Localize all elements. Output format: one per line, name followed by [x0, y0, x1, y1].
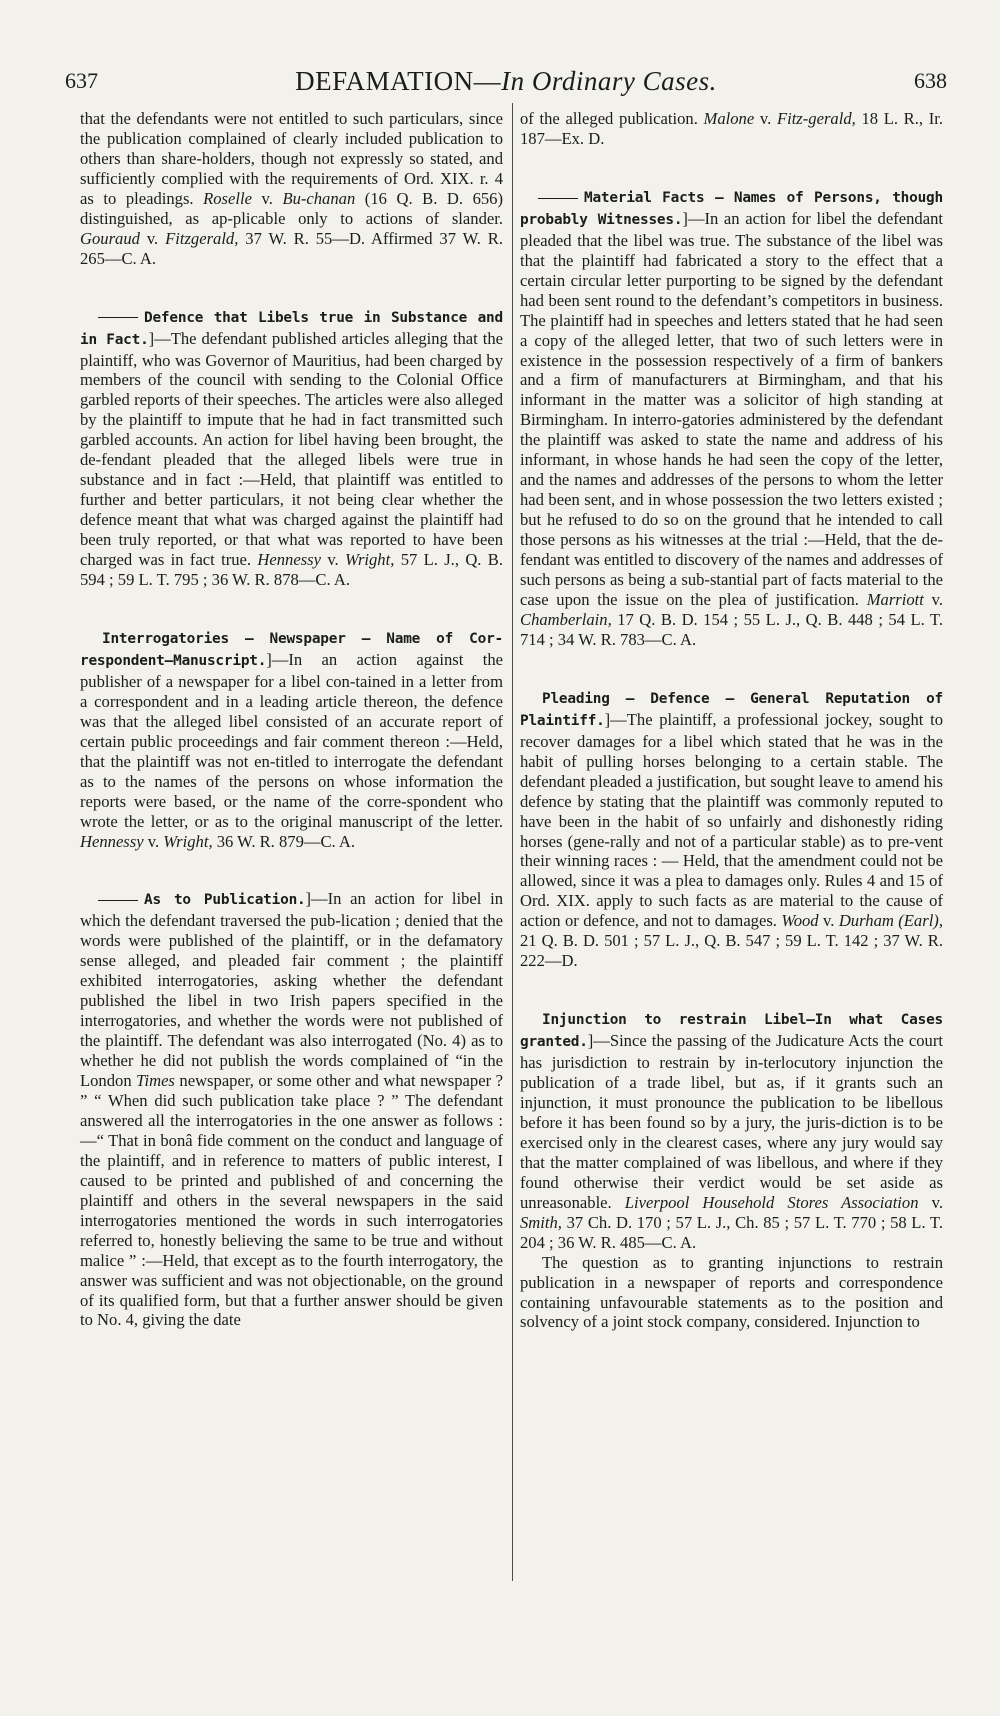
case-name: Durham (Earl), [838, 911, 943, 931]
running-title-italic: In Ordinary Cases. [501, 66, 717, 96]
case-name: Wood [781, 911, 819, 931]
newspaper-name: Times [136, 1071, 175, 1091]
entry-dash [98, 900, 138, 901]
case-name: Malone [703, 109, 755, 128]
paragraph-injunction-question: The question as to granting injunctions to restrain publication in a newspaper of reports and correspondence containing unfavourable statements as to the position and solvency of a joint stock company, considered. Injunction to [520, 1252, 943, 1332]
case-name: Smith, [520, 1212, 562, 1232]
case-name: Wright, [345, 550, 395, 570]
case-name: Roselle [203, 188, 252, 208]
entry-dash [538, 198, 578, 199]
case-name: Hennessy [80, 831, 144, 851]
entry-dash [98, 317, 138, 318]
case-name: Chamberlain, [520, 609, 612, 629]
case-name: Wright, [163, 831, 213, 851]
entry-heading: Defence that Libels true in Substance and in Fact. [80, 309, 503, 348]
entry-material-facts: Material Facts — Names of Persons, though probably Witnesses.]—In an action for libel the defendant pleaded that the libel was true. The substance of the libel was that the plaintiff had fabricated a story to the effect that a certain circular letter purporting to be signed by the defendant had been sent round to the defendant’s competitors in business. The plaintiff had in speeches and letters stated that he had seen a copy of the alleged letter, that two of such letters were in existence in the possession respectively of a firm of bankers and a firm of manufacturers at Birmingham, and that his informant in the matter was a solicitor of high standing at Birmingham. In interro-gatories administered by the defendant the plaintiff was asked to state the name and address of his informant, in whose hands he had seen the copy of the letter, and the names and addresses of the persons to whom the letter had been sent, and in whose possession the two letters existed ; but he refused to do so on the ground that he intended to call those persons as his witnesses at the trial :—Held, that the de-fendant was entitled to discovery of the names and addresses of such persons as being a sub-stantial part of facts material to the case upon the issue on the plea of justification. Marriott v. Chamberlain, 17 Q. B. D. 154 ; 55 L. J., Q. B. 448 ; 54 L. T. 714 ; 34 W. R. 783—C. A. [520, 189, 943, 649]
case-name: Fitzgerald, [165, 228, 239, 248]
page-number-left: 637 [65, 68, 98, 93]
paragraph-continuation: that the defendants were not entitled to such particulars, since the publication complained of clearly included publication to others than share-holders, though not expressly so stated, and sufficiently complied with the requirements of Ord. XIX. r. 4 as to pleadings. Roselle v. Bu-chanan (16 Q. B. D. 656) distinguished, as ap-plicable only to actions of slander. Gouraud v. Fitzgerald, 37 W. R. 55—D. Affirmed 37 W. R. 265—C. A. [80, 109, 504, 268]
running-title [65, 66, 947, 97]
entry-defence-libels-true: Defence that Libels true in Substance and in Fact.]—The defendant published articles alleging that the plaintiff, who was Governor of Mauritius, had been charged by members of the council with sending to the Colonial Office garbled reports of their speeches. The articles were also alleged by the plaintiff to impute that he had in fact transmitted such garbled accounts. An action for libel having been brought, the de-fendant pleaded that the alleged libels were true in substance and in fact :—Held, that plaintiff was entitled to further and better particulars, it not being clear whether the defence meant that what was charged against the plaintiff had been truly reported, or that what was reported to have been charged was in fact true. Hennessy v. Wright, 57 L. J., Q. B. 594 ; 59 L. T. 795 ; 36 W. R. 878—C. A. [80, 309, 503, 590]
entry-as-to-publication: As to Publication.]—In an action for libel in which the defendant traversed the pub-lication ; denied that the words were published of the plaintiff, or in the defamatory sense alleged, and pleaded fair comment ; the plaintiff exhibited interrogatories, asking whether the defendant published the libel in two Irish papers specified in the interrogatories, and whether the words were not published of the plaintiff. The defendant was also interrogated (No. 4) as to whether he did not publish the words complained of “in the London Times newspaper, or some other and what newspaper ? ” “ When did such publication take place ? ” The defendant answered all the interrogatories in the one answer as follows :—“ That in bonâ fide comment on the conduct and language of the plaintiff, and in reference to matters of public interest, I caused to be printed and published of and concerning the plaintiff and others in the several newspapers in the said interrogatories mentioned the words in such interrogatories referred to, honestly believing the same to be true and without malice ” :—Held, that except as to the fourth interrogatory, the answer was sufficient and was not objectionable, on the ground of its qualified form, but that a further answer should be given to No. 4, giving the date [80, 889, 503, 1330]
entry-interrogatories-newspaper: Interrogatories — Newspaper — Name of Cor-respondent—Manuscript.]—In an action against the publisher of a newspaper for a libel con-tained in a letter from a correspondent and in a leading article thereon, the defence was that the alleged libel consisted of an accurate report of certain public proceedings and fair comment thereon :—Held, that the plaintiff was not en-titled to interrogate the defendant as to the names of the persons on whose information the reports were based, or the name of the corre-spondent who wrote the letter, or as to the original manuscript of the letter. Hennessy v. Wright, 36 W. R. 879—C. A. [80, 630, 503, 851]
page-number-right: 638 [914, 68, 947, 93]
entry-heading: Interrogatories — Newspaper — Name of Cor-respondent—Manuscript. [80, 630, 503, 669]
entry-heading: Material Facts — Names of Persons, though probably Witnesses. [520, 189, 943, 228]
running-header [65, 66, 947, 100]
case-name: Gouraud [80, 228, 140, 248]
case-name: Bu-chanan [282, 188, 356, 208]
entry-pleading-defence: Pleading — Defence — General Reputation of Plaintiff.]—The plaintiff, a professional jockey, sought to recover damages for a libel which stated that he was in the habit of pulling horses belonging to a certain stable. The defendant pleaded a justification, but sought leave to amend his defence by stating that the plaintiff was commonly reputed to have been in the habit of so unfairly and dishonestly riding horses (gene-rally and not of a particular stable) as to pre-vent their winning races : — Held, that the amendment could not be allowed, since it was a plea to damages only. Rules 4 and 15 of Ord. XIX. apply to such facts as are material to the cause of action or defence, and not to damages. Wood v. Durham (Earl), 21 Q. B. D. 501 ; 57 L. J., Q. B. 547 ; 59 L. T. 142 ; 37 W. R. 222—D. [520, 690, 943, 971]
running-title-main: DEFAMATION— [295, 66, 502, 96]
column-divider [512, 103, 513, 1581]
entry-heading: As to Publication. [144, 892, 306, 909]
case-name: Marriott [866, 589, 924, 609]
case-name: Liverpool Household Stores Association [624, 1192, 919, 1212]
right-column [520, 109, 943, 1332]
paragraph-continuation: of the alleged publication. Malone v. Fitz-gerald, 18 L. R., Ir. 187—Ex. D. [520, 109, 943, 148]
case-name: Fitz-gerald, [776, 109, 856, 128]
case-name: Hennessy [257, 550, 321, 570]
entry-heading: Injunction to restrain Libel—In what Cases granted. [520, 1012, 943, 1051]
left-column [80, 109, 503, 1330]
entry-injunction: Injunction to restrain Libel—In what Cases granted.]—Since the passing of the Judicature Acts the court has jurisdiction to restrain by in-terlocutory injunction the publication of a trade libel, but as, if it grants such an injunction, it must pronounce the publication to be libellous before it has been found so by a jury, the juris-diction is to be exercised only in the clearest cases, where any jury would say that the matter complained of was libellous, and where if they found otherwise their verdict would be set aside as unreasonable. Liverpool Household Stores Association v. Smith, 37 Ch. D. 170 ; 57 L. J., Ch. 85 ; 57 L. T. 770 ; 58 L. T. 204 ; 36 W. R. 485—C. A. [520, 1012, 943, 1252]
entry-heading: Pleading — Defence — General Reputation of Plaintiff. [520, 690, 943, 729]
